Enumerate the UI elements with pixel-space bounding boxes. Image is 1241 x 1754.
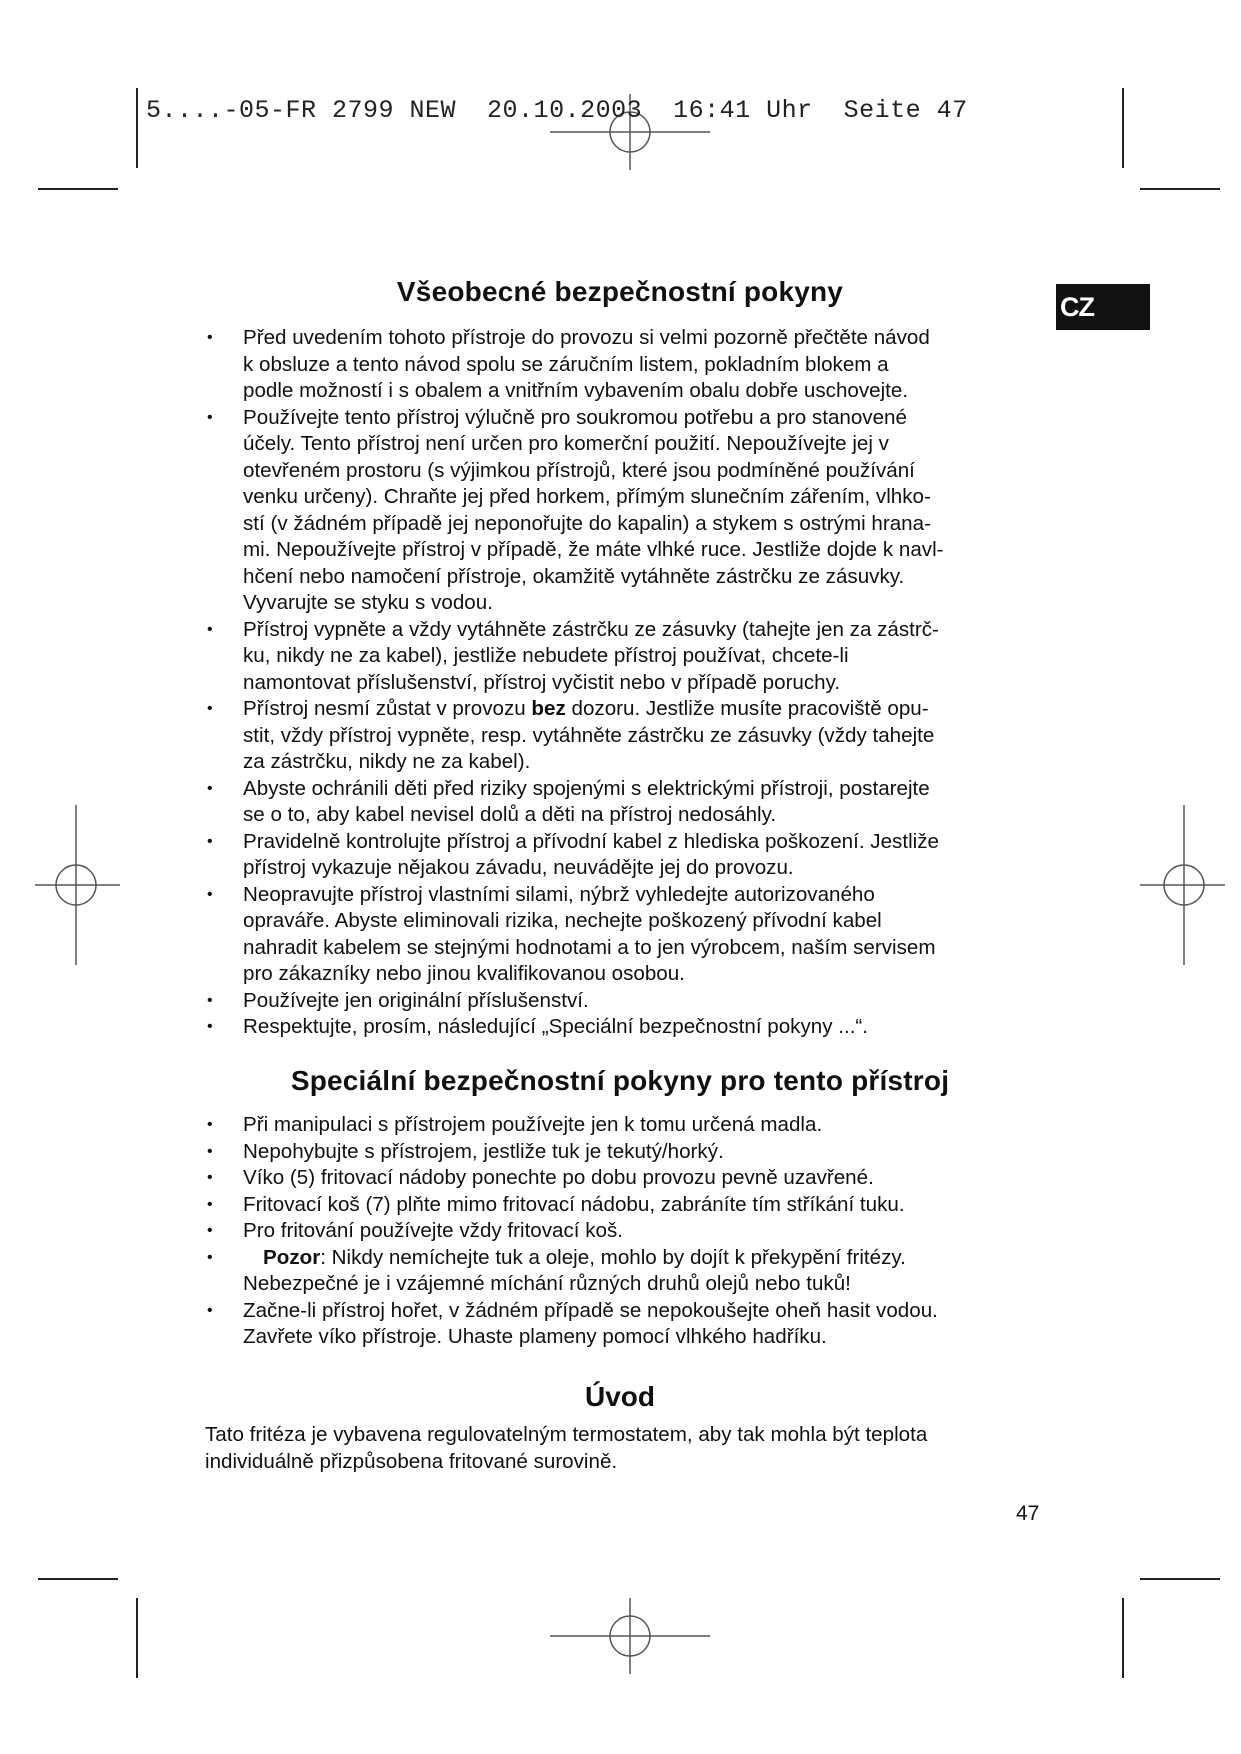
list-item-line [243,696,1035,723]
list-item-line: • Při manipulaci s přístrojem používejte jen k tomu určená madla. [243,1113,823,1136]
list-item-line: namontovat příslušenství, přístroj vyčistit nebo v případě poruchy. [243,670,841,694]
list-item-line: • Nepohybujte s přístrojem, jestliže tuk je tekutý/horký. [243,1139,724,1163]
emphasis-pozor: Pozor [263,1245,321,1269]
general-safety-list [205,325,1035,1041]
list-item-line: opraváře. Abyste eliminovali rizika, nechejte poškozený přívodní kabel [243,909,882,932]
list-item-line: hčení nebo namočení přístroje, okamžitě vytáhněte zástrčku ze zásuvky. [243,564,905,588]
emphasis-bez: bez [531,697,566,720]
list-item [205,776,1035,829]
list-item-line: otevřeném prostoru (s výjimkou přístrojů, které jsou podmíněné používání [243,458,915,482]
crop-mark-top-right-h [1140,188,1220,190]
paragraph-line: individuálně přizpůsobena fritované surovině. [205,1449,618,1473]
print-slug-header: 5....-05-FR 2799 NEW 20.10.2003 16:41 Uhr Seite 47 [146,96,968,125]
list-item [205,882,1035,988]
list-item-line: nahradit kabelem se stejnými hodnotami a to jen výrobcem, naším servisem [243,935,936,959]
list-item-line: pro zákazníky nebo jinou kvalifikovanou osobou. [243,962,685,985]
crop-mark-top-left-h [38,188,118,190]
list-item-line: • Fritovací koš (7) plňte mimo fritovací nádobu, zabráníte tím stříkání tuku. [243,1192,905,1216]
list-item [205,1245,1035,1298]
section-title-intro: Úvod [585,1381,655,1412]
list-item-line: • Abyste ochránili děti před riziky spojenými s elektrickými přístroji, postarejte [243,776,930,800]
paragraph-line: Tato fritéza je vybavena regulovatelným termostatem, aby tak mohla být teplota [205,1423,928,1446]
list-item [205,1139,1035,1166]
list-item-line: • Respektujte, prosím, následující „Speciální bezpečnostní pokyny ...“. [243,1015,868,1038]
list-item [205,1112,1035,1139]
list-item-line: • Pravidelně kontrolujte přístroj a přívodní kabel z hlediska poškození. Jestliže [243,829,939,853]
list-item [205,1014,1035,1041]
list-item [205,988,1035,1015]
crop-mark-bottom-right-v [1122,1598,1124,1678]
list-item [205,325,1035,405]
language-tab-cz: CZ [1056,284,1150,330]
section-title-special-safety: Speciální bezpečnostní pokyny pro tento přístroj [290,1065,950,1096]
list-item-line: účely. Tento přístroj není určen pro komerční použití. Nepoužívejte jej v [243,432,889,455]
list-item-line: • Začne-li přístroj hořet, v žádném případě se nepokoušejte oheň hasit vodou. [243,1298,938,1322]
section-title-general-safety: Všeobecné bezpečnostní pokyny [396,276,844,307]
list-item-line: k obsluze a tento návod spolu se záručním listem, pokladním blokem a [243,352,889,376]
list-item-line: mi. Nepoužívejte přístroj v případě, že máte vlhké ruce. Jestliže dojde k navl- [243,538,944,561]
list-item-line: • Před uvedením tohoto přístroje do provozu si velmi pozorně přečtěte návod [243,326,930,349]
list-item-line: stit, vždy přístroj vypněte, resp. vytáhněte zástrčku ze zásuvky (vždy tahejte [243,723,935,747]
registration-mark-left-icon [30,800,120,970]
registration-mark-bottom-icon [550,1598,710,1678]
list-item-line: za zástrčku, nikdy ne za kabel). [243,750,531,773]
list-item [205,1192,1035,1219]
list-item-line: se o to, aby kabel nevisel dolů a děti na přístroj nedosáhly. [243,803,777,826]
crop-mark-top-left-v [136,88,138,168]
list-item-line: podle možností i s obalem a vnitřním vybavením obalu dobře uschovejte. [243,379,909,402]
list-item [205,696,1035,776]
crop-mark-bottom-left-v [136,1598,138,1678]
list-item-line: • Neopravujte přístroj vlastními silami, nýbrž vyhledejte autorizovaného [243,882,875,906]
page-number: 47 [1016,1502,1040,1525]
list-item-line: • Pro fritování používejte vždy fritovací koš. [243,1219,623,1242]
list-item [205,405,1035,617]
list-item-line: • Používejte tento přístroj výlučně pro soukromou potřebu a pro stanovené [243,405,907,429]
list-item-line: Vyvarujte se styku s vodou. [243,591,493,614]
list-item-line: stí (v žádném případě jej neponořujte do kapalin) a stykem s ostrými hrana- [243,511,931,535]
list-item-line: přístroj vykazuje nějakou závadu, neuvádějte jej do provozu. [243,856,794,879]
list-item-line [243,1245,1035,1272]
list-item [205,1298,1035,1351]
crop-mark-bottom-left-h [38,1578,118,1580]
text-run: : Nikdy nemíchejte tuk a oleje, mohlo by dojít k překypění fritézy. [320,1245,906,1269]
list-item-line: • Víko (5) fritovací nádoby ponechte po dobu provozu pevně uzavřené. [243,1166,874,1189]
list-item-line: ku, nikdy ne za kabel), jestliže nebudete přístroj používat, chcete-li [243,644,849,667]
text-run: Přístroj nesmí zůstat v provozu [243,697,532,720]
special-safety-list [205,1112,1035,1351]
list-item [205,829,1035,882]
list-item [205,1165,1035,1192]
text-run: dozoru. Jestliže musíte pracoviště opu- [565,697,929,720]
list-item [205,617,1035,697]
intro-paragraph [205,1422,1045,1475]
list-item-line: Nebezpečné je i vzájemné míchání různých druhů olejů nebo tuků! [243,1272,851,1295]
list-item-line: venku určeny). Chraňte jej před horkem, přímým slunečním zářením, vlhko- [243,485,931,508]
list-item-line: Zavřete víko přístroje. Uhaste plameny pomocí vlhkého hadříku. [243,1325,827,1348]
crop-mark-top-right-v [1122,88,1124,168]
crop-mark-bottom-right-h [1140,1578,1220,1580]
registration-mark-right-icon [1140,800,1230,970]
list-item [205,1218,1035,1245]
list-item-line: • Používejte jen originální příslušenství. [243,988,589,1012]
list-item-line: • Přístroj vypněte a vždy vytáhněte zástrčku ze zásuvky (tahejte jen za zástrč- [243,617,939,641]
